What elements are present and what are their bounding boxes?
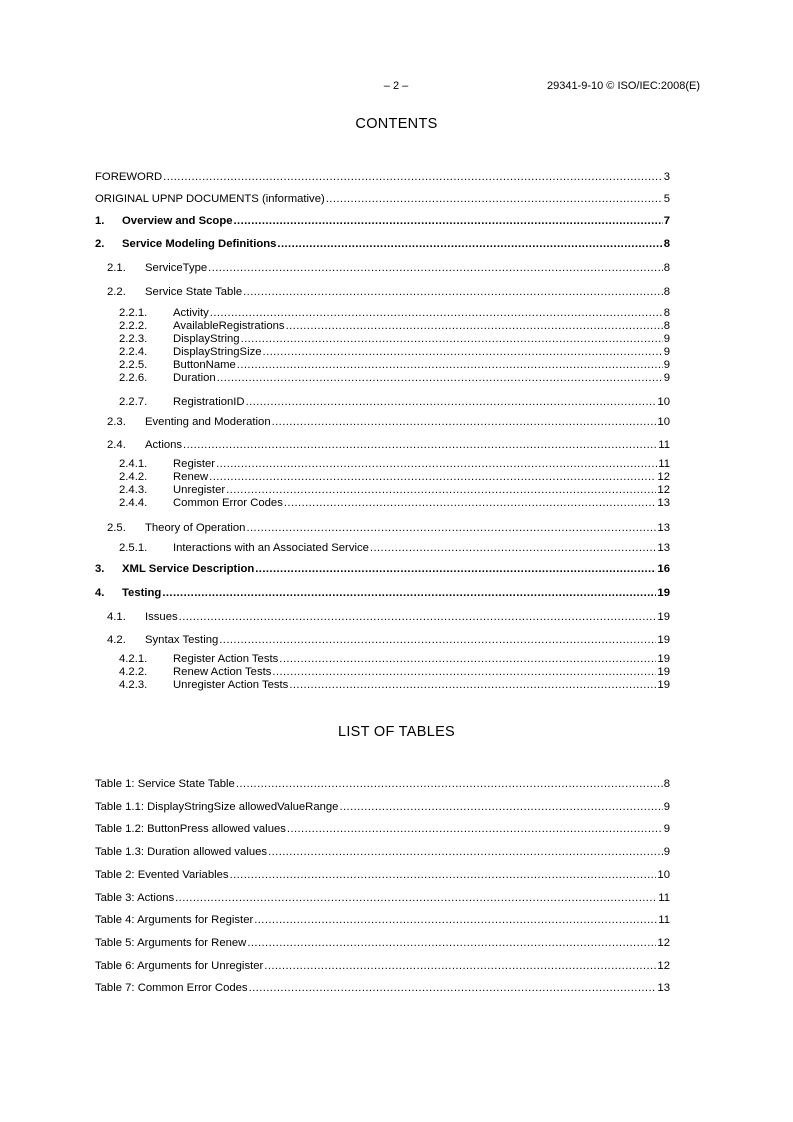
toc-entry-page: 10 [657, 416, 670, 428]
toc-entry-number: 2.4.2. [119, 471, 148, 483]
toc-entry-number: 2.2.5. [119, 359, 148, 371]
toc-entry-title: Unregister Action Tests [173, 679, 289, 691]
table-entry-title: Table 1: Service State Table [95, 778, 235, 790]
toc-entry-page: 9 [663, 346, 670, 358]
toc-entry-number: 2.5. [107, 522, 126, 534]
dot-leader [254, 913, 657, 927]
toc-entry-title: Service Modeling Definitions [122, 238, 277, 250]
toc-entry-title: XML Service Description [122, 563, 255, 575]
toc-entry-number: 2.1. [107, 262, 126, 274]
contents-title: CONTENTS [355, 116, 438, 132]
toc-entry-page: 13 [657, 522, 670, 534]
toc-entry-title: ServiceType [145, 262, 208, 274]
table-entry-title: Table 6: Arguments for Unregister [95, 959, 264, 972]
dot-leader [279, 652, 656, 666]
toc-entry-number: 1. [95, 215, 105, 227]
table-list-entry [95, 800, 670, 814]
toc-entry-number: 3. [95, 563, 105, 575]
dot-leader [234, 214, 663, 228]
table-entry-page: 9 [663, 800, 670, 813]
toc-entry-title: Register [173, 458, 216, 470]
toc-entry [95, 192, 670, 206]
document-id: 29341-9-10 © ISO/IEC:2008(E) [546, 80, 700, 92]
table-entry-page: 12 [657, 959, 670, 972]
table-list-entry [95, 981, 670, 995]
dot-leader [183, 438, 657, 452]
toc-entry-number: 4.2. [107, 634, 126, 646]
dot-leader [370, 541, 657, 555]
toc-entry-number: 4. [95, 587, 105, 599]
table-entry-page: 9 [663, 846, 670, 859]
toc-entry-page: 19 [657, 666, 670, 678]
toc-entry-title: Service State Table [145, 286, 243, 298]
toc-entry [119, 306, 670, 320]
toc-entry-title: Unregister [173, 484, 226, 496]
toc-entry [119, 496, 670, 510]
toc-entry [119, 358, 670, 372]
toc-entry-number: 4.2.2. [119, 666, 148, 678]
dot-leader [209, 470, 656, 484]
toc-entry-page: 19 [657, 679, 670, 691]
toc-entry [119, 483, 670, 497]
dot-leader [268, 845, 663, 859]
toc-entry-number: 2.4.1. [119, 458, 148, 470]
dot-leader [264, 959, 656, 973]
toc-entry [95, 214, 670, 228]
dot-leader [287, 822, 663, 836]
toc-entry-title: ORIGINAL UPNP DOCUMENTS (informative) [95, 193, 325, 205]
toc-entry-page: 11 [658, 458, 670, 470]
dot-leader [247, 936, 656, 950]
dot-leader [339, 800, 662, 814]
table-list-entry [95, 845, 670, 859]
dot-leader [236, 777, 663, 791]
toc-entry-title: Renew Action Tests [173, 666, 272, 678]
toc-entry [107, 415, 670, 429]
toc-entry [119, 345, 670, 359]
dot-leader [263, 345, 663, 359]
toc-entry-title: Activity [173, 307, 209, 319]
dot-leader [237, 358, 663, 372]
table-list-entry [95, 936, 670, 950]
table-entry-title: Table 4: Arguments for Register [95, 914, 254, 927]
toc-entry-page: 16 [657, 563, 670, 575]
table-entry-page: 8 [663, 778, 670, 790]
table-entry-title: Table 3: Actions [95, 891, 175, 904]
toc-entry-page: 13 [657, 542, 670, 554]
toc-entry-page: 8 [663, 262, 670, 274]
toc-entry-number: 2.2.7. [119, 396, 148, 408]
toc-entry-number: 2.2.2. [119, 320, 148, 332]
toc-entry-number: 2.2.1. [119, 307, 148, 319]
toc-entry [107, 285, 670, 299]
toc-entry-number: 2.4.4. [119, 497, 148, 509]
toc-entry [95, 562, 670, 576]
toc-entry-page: 11 [658, 439, 670, 451]
toc-entry-page: 8 [663, 307, 670, 319]
table-entry-title: Table 5: Arguments for Renew [95, 936, 247, 949]
toc-entry-page: 12 [657, 484, 670, 496]
toc-entry-number: 2.4. [107, 439, 126, 451]
toc-entry-page: 8 [663, 286, 670, 298]
table-list-entry [95, 822, 670, 836]
toc-entry-number: 4.1. [107, 611, 126, 623]
table-entry-page: 9 [663, 823, 670, 836]
dot-leader [230, 868, 657, 882]
toc-entry [119, 319, 670, 333]
toc-entry-title: DisplayString [173, 333, 240, 345]
toc-entry-title: Renew [173, 471, 209, 483]
toc-entry-page: 19 [657, 587, 670, 599]
toc-entry-number: 2.5.1. [119, 542, 148, 554]
toc-entry [107, 261, 670, 275]
table-list-entry [95, 959, 670, 973]
toc-entry-number: 2.3. [107, 416, 126, 428]
dot-leader [246, 521, 656, 535]
table-entry-page: 10 [657, 868, 670, 881]
toc-entry [107, 610, 670, 624]
toc-entry [119, 395, 670, 409]
toc-entry-title: Interactions with an Associated Service [173, 542, 369, 554]
toc-entry-title: Overview and Scope [122, 215, 233, 227]
dot-leader [249, 981, 657, 995]
page-header [0, 79, 793, 93]
dot-leader [179, 610, 657, 624]
toc-entry [119, 652, 670, 666]
toc-entry-page: 10 [657, 396, 670, 408]
toc-entry-title: Issues [145, 611, 178, 623]
toc-entry-title: Testing [122, 587, 162, 599]
toc-entry-page: 12 [657, 471, 670, 483]
table-list-entry [95, 777, 670, 791]
dot-leader [208, 261, 663, 275]
toc-entry [119, 470, 670, 484]
dot-leader [284, 496, 657, 510]
page-number: – 2 – [383, 80, 409, 92]
toc-entry [119, 541, 670, 555]
toc-entry [107, 438, 670, 452]
toc-entry-number: 2.2.3. [119, 333, 148, 345]
toc-entry-title: RegistrationID [173, 396, 245, 408]
table-entry-title: Table 1.1: DisplayStringSize allowedValueRange [95, 800, 339, 813]
toc-entry-page: 19 [657, 634, 670, 646]
dot-leader [226, 483, 656, 497]
toc-entry-title: Register Action Tests [173, 653, 279, 665]
dot-leader [219, 633, 656, 647]
table-list-entry [95, 868, 670, 882]
toc-entry-page: 19 [657, 611, 670, 623]
toc-entry-title: AvailableRegistrations [173, 320, 285, 332]
toc-entry-title: DisplayStringSize [173, 346, 262, 358]
table-list-entry [95, 913, 670, 927]
dot-leader [162, 586, 656, 600]
toc-entry [119, 665, 670, 679]
toc-entry-number: 4.2.1. [119, 653, 148, 665]
toc-entry [95, 170, 670, 184]
toc-entry-title: Syntax Testing [145, 634, 219, 646]
dot-leader [216, 457, 657, 471]
toc-entry [107, 633, 670, 647]
toc-entry [119, 371, 670, 385]
toc-entry [119, 457, 670, 471]
dot-leader [163, 170, 663, 184]
table-entry-page: 11 [658, 914, 670, 927]
toc-entry [119, 678, 670, 692]
toc-entry [107, 521, 670, 535]
dot-leader [326, 192, 663, 206]
toc-entry-title: FOREWORD [95, 171, 163, 183]
toc-entry-number: 2.2.6. [119, 372, 148, 384]
dot-leader [272, 665, 656, 679]
dot-leader [217, 371, 663, 385]
toc-entry-number: 4.2.3. [119, 679, 148, 691]
dot-leader [289, 678, 656, 692]
toc-entry-page: 9 [663, 333, 670, 345]
toc-entry-page: 5 [663, 193, 670, 205]
toc-entry [95, 586, 670, 600]
toc-entry-page: 9 [663, 372, 670, 384]
table-entry-title: Table 2: Evented Variables [95, 868, 229, 881]
toc-entry-page: 3 [663, 171, 670, 183]
toc-entry-title: ButtonName [173, 359, 236, 371]
toc-entry-number: 2.2.4. [119, 346, 148, 358]
table-entry-title: Table 1.2: ButtonPress allowed values [95, 823, 286, 836]
table-entry-page: 12 [657, 936, 670, 949]
dot-leader [210, 306, 663, 320]
table-list-entry [95, 891, 670, 905]
toc-entry [119, 332, 670, 346]
toc-entry-page: 8 [663, 238, 670, 250]
toc-entry-number: 2.2. [107, 286, 126, 298]
dot-leader [286, 319, 663, 333]
dot-leader [277, 237, 662, 251]
dot-leader [243, 285, 663, 299]
table-entry-page: 11 [658, 891, 670, 904]
table-entry-page: 13 [657, 982, 670, 995]
table-entry-title: Table 1.3: Duration allowed values [95, 846, 268, 859]
toc-entry-title: Common Error Codes [173, 497, 283, 509]
toc-entry-page: 9 [663, 359, 670, 371]
toc-entry-number: 2. [95, 238, 105, 250]
table-entry-title: Table 7: Common Error Codes [95, 982, 248, 995]
toc-entry-title: Duration [173, 372, 216, 384]
dot-leader [255, 562, 656, 576]
toc-entry-number: 2.4.3. [119, 484, 148, 496]
list-of-tables-title: LIST OF TABLES [337, 724, 456, 740]
toc-entry-page: 19 [657, 653, 670, 665]
dot-leader [175, 891, 657, 905]
toc-entry-title: Eventing and Moderation [145, 416, 271, 428]
toc-entry-title: Actions [145, 439, 183, 451]
toc-entry-page: 13 [657, 497, 670, 509]
toc-entry [95, 237, 670, 251]
dot-leader [246, 395, 657, 409]
toc-entry-page: 8 [663, 320, 670, 332]
dot-leader [272, 415, 657, 429]
toc-entry-page: 7 [663, 215, 670, 227]
dot-leader [241, 332, 663, 346]
toc-entry-title: Theory of Operation [145, 522, 246, 534]
